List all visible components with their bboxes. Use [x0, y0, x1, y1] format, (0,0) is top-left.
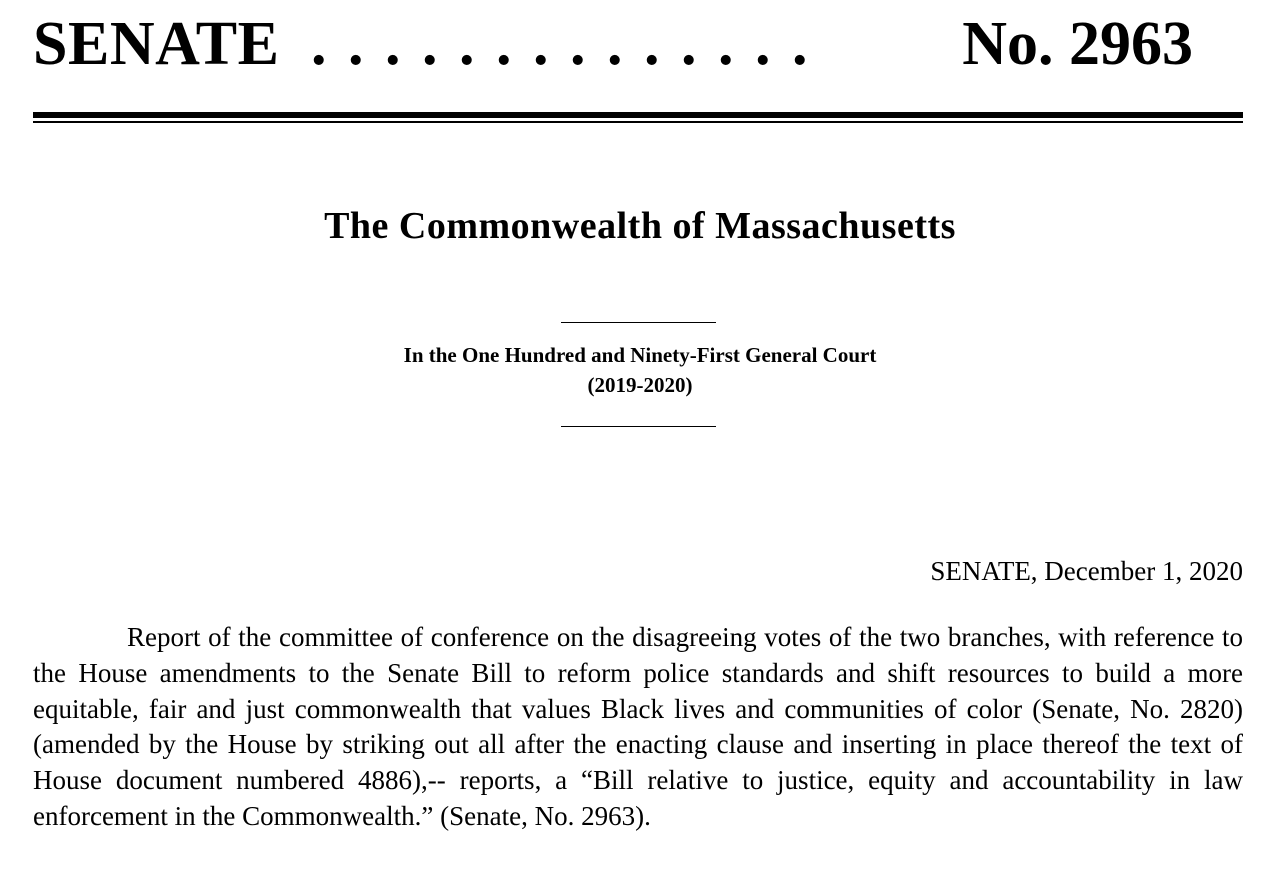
session-years: (2019-2020) [587, 373, 693, 397]
bill-number: No. 2963 [962, 10, 1193, 78]
dot-leader: . . . . . . . . . . . . . . [311, 10, 811, 78]
header-rule-thick [33, 112, 1243, 118]
session-rule-bottom [561, 426, 716, 427]
report-paragraph: Report of the committee of conference on the disagreeing votes of the two branches, with reference to the House amendments to the Senate Bill to reform police standards and shift resources to build a more equitable, fair and just commonwealth that values Black lives and communities of color (Senate, No. 2820) (amended by the House by striking out all after the enacting clause and inserting in place thereof the text of House document numbered 4886),-- reports, a “Bill relative to justice, equity and accountability in law enforcement in the Commonwealth.” (Senate, No. 2963). [33, 622, 1243, 831]
document-header [33, 8, 1243, 80]
general-court-line: In the One Hundred and Ninety-First General Court [403, 343, 877, 367]
header-rule-thin [33, 121, 1243, 123]
chamber-name: SENATE [33, 10, 280, 78]
commonwealth-title: The Commonwealth of Massachusetts [324, 205, 956, 247]
dateline: SENATE, December 1, 2020 [930, 556, 1243, 586]
session-rule-top [561, 322, 716, 323]
